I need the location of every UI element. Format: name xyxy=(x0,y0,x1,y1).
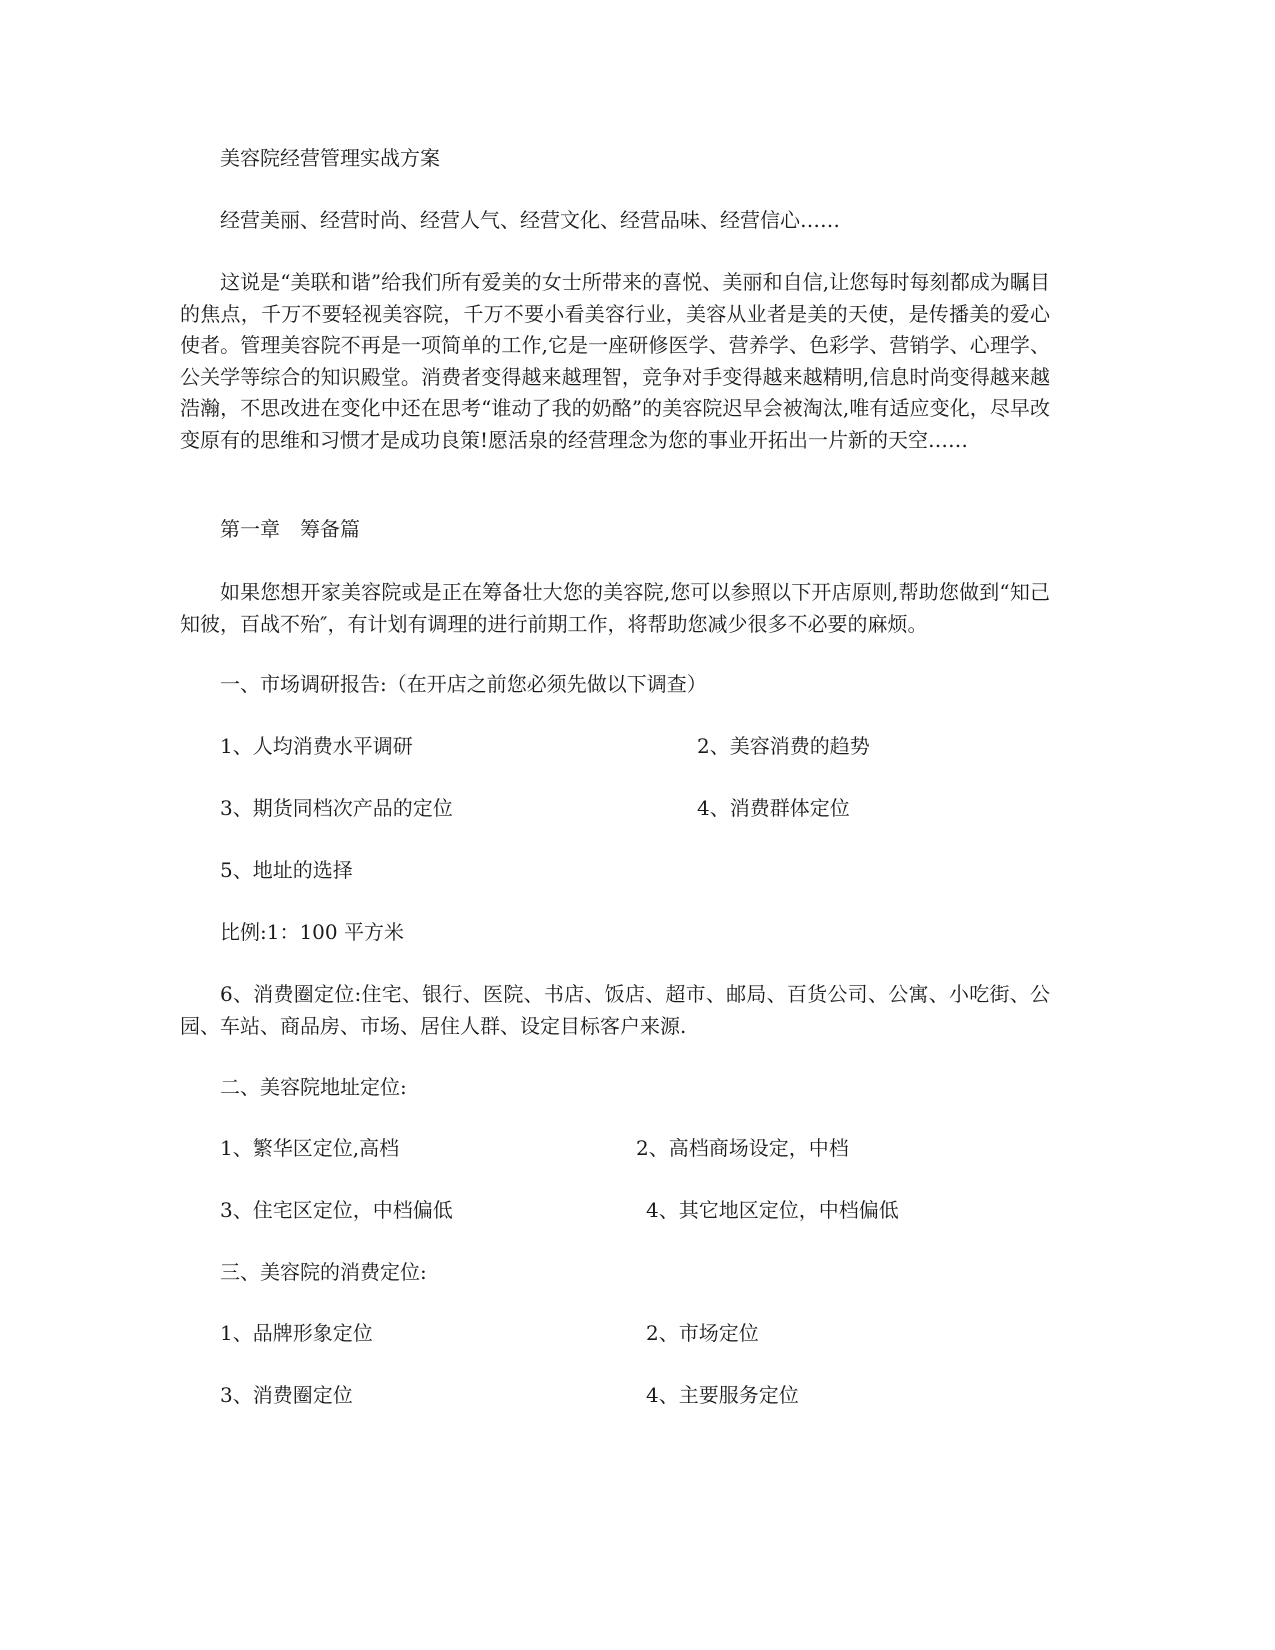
section1-item-5: 5、地址的选择 xyxy=(220,858,353,882)
ratio-line: 比例:1：100 平方米 xyxy=(220,920,404,944)
section1-item-1: 1、人均消费水平调研 xyxy=(220,734,413,758)
intro-paragraph: 这说是“美联和谐”给我们所有爱美的女士所带来的喜悦、美丽和自信,让您每时每刻都成为瞩目的焦点，千万不要轻视美容院，千万不要小看美容行业，美容从业者是美的天使，是传播美的爱心使者。管理美容院不再是一项简单的工作,它是一座研修医学、营养学、色彩学、营销学、心理学、公关学等综合的知识殿堂。消费者变得越来越理智，竞争对手变得越来越精明,信息时尚变得越来越浩瀚，不思改进在变化中还在思考“谁动了我的奶酪”的美容院迟早会被淘汰,唯有适应变化，尽早改变原有的思维和习惯才是成功良策!愿活泉的经营理念为您的事业开拓出一片新的天空…… xyxy=(180,270,1050,452)
chapter-heading: 第一章 筹备篇 xyxy=(220,517,360,541)
section3-item-1: 1、品牌形象定位 xyxy=(220,1321,373,1345)
section1-item-2: 2、美容消费的趋势 xyxy=(697,734,870,758)
section2-heading: 二、美容院地址定位: xyxy=(220,1075,407,1099)
section3-item-3: 3、消费圈定位 xyxy=(220,1383,353,1407)
section1-item-3: 3、期货同档次产品的定位 xyxy=(220,796,453,820)
section3-item-2: 2、市场定位 xyxy=(646,1321,759,1345)
tagline: 经营美丽、经营时尚、经营人气、经营文化、经营品味、经营信心…… xyxy=(220,208,840,232)
chapter-intro-paragraph: 如果您想开家美容院或是正在筹备壮大您的美容院,您可以参照以下开店原则,帮助您做到“知己知彼，百战不殆″，有计划有调理的进行前期工作，将帮助您减少很多不必要的麻烦。 xyxy=(180,580,1050,636)
document-title: 美容院经营管理实战方案 xyxy=(220,146,440,170)
section1-item-6: 6、消费圈定位:住宅、银行、医院、书店、饭店、超市、邮局、百货公司、公寓、小吃街、公园、车站、商品房、市场、居住人群、设定目标客户来源. xyxy=(180,982,1050,1038)
section2-item-1: 1、繁华区定位,高档 xyxy=(220,1136,400,1160)
section3-heading: 三、美容院的消费定位: xyxy=(220,1260,427,1284)
section1-heading: 一、市场调研报告:（在开店之前您必须先做以下调查） xyxy=(220,672,707,696)
section2-item-2: 2、高档商场设定，中档 xyxy=(636,1136,849,1160)
section2-item-3: 3、住宅区定位，中档偏低 xyxy=(220,1198,453,1222)
section2-item-4: 4、其它地区定位，中档偏低 xyxy=(646,1198,899,1222)
section3-item-4: 4、主要服务定位 xyxy=(646,1383,799,1407)
section1-item-4: 4、消费群体定位 xyxy=(697,796,850,820)
